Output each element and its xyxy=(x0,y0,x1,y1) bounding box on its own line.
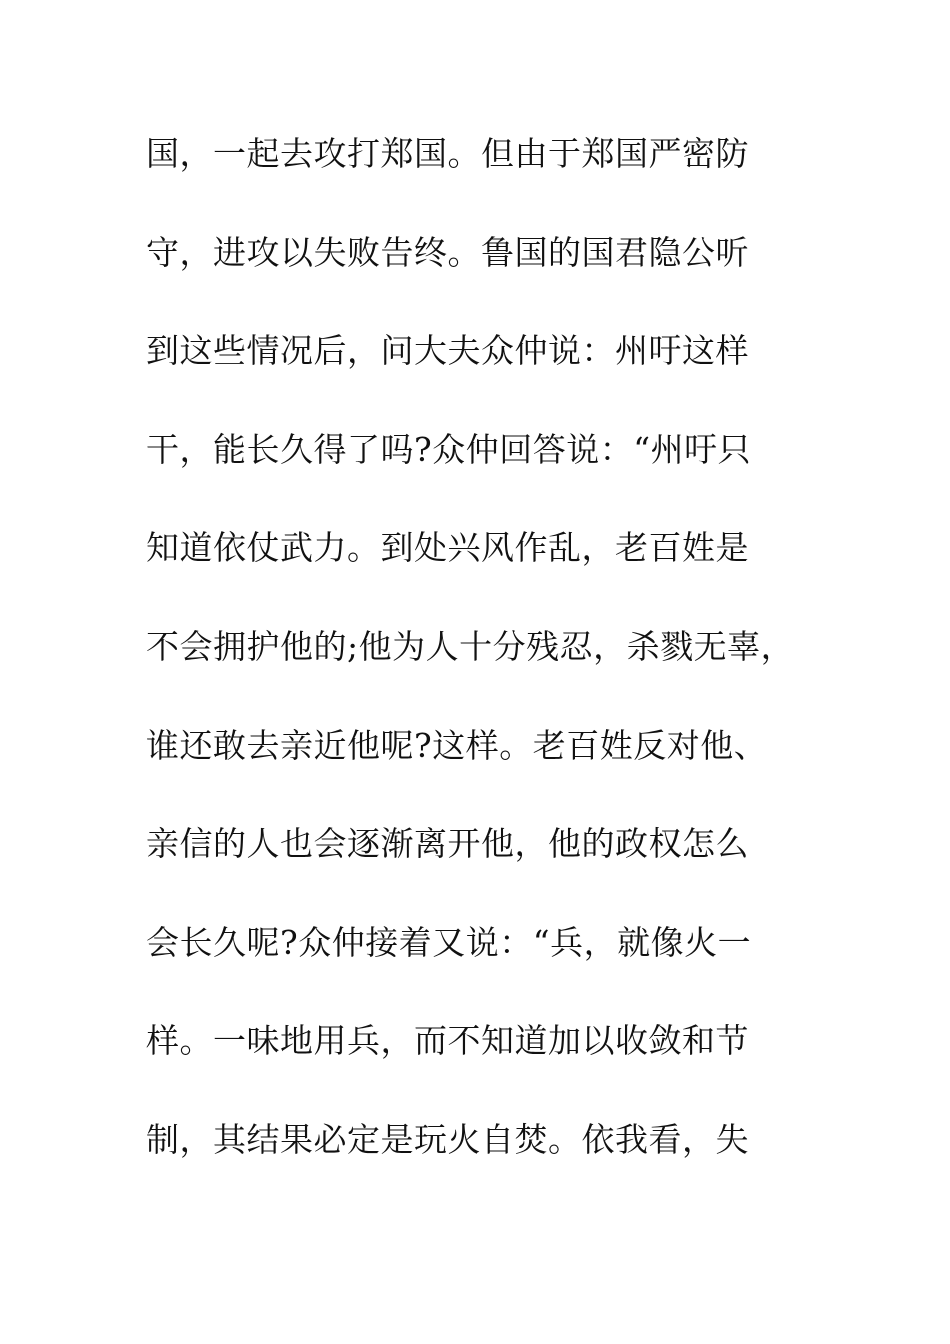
text-line-1: 国，一起去攻打郑国。但由于郑国严密防 xyxy=(146,134,749,173)
text-line-11: 制，其结果必定是玩火自焚。依我看，失 xyxy=(146,1119,749,1159)
text-line-5: 知道依仗武力。到处兴风作乱，老百姓是 xyxy=(146,528,749,568)
text-line-6: 不会拥护他的;他为人十分残忍，杀戮无辜， xyxy=(146,626,795,666)
text-line-4: 干，能长久得了吗?众仲回答说：“州吁只 xyxy=(146,429,752,469)
text-line-8: 亲信的人也会逐渐离开他，他的政权怎么 xyxy=(146,824,749,864)
text-line-10: 样。一味地用兵，而不知道加以收敛和节 xyxy=(146,1021,749,1061)
body-text xyxy=(146,128,846,1213)
text-line-7: 谁还敢去亲近他呢?这样。老百姓反对他、 xyxy=(146,725,768,765)
text-line-9: 会长久呢?众仲接着又说：“兵，就像火一 xyxy=(146,922,752,962)
text-line-3: 到这些情况后，问大夫众仲说：州吁这样 xyxy=(146,331,749,371)
text-line-2: 守，进攻以失败告终。鲁国的国君隐公听 xyxy=(146,232,749,272)
